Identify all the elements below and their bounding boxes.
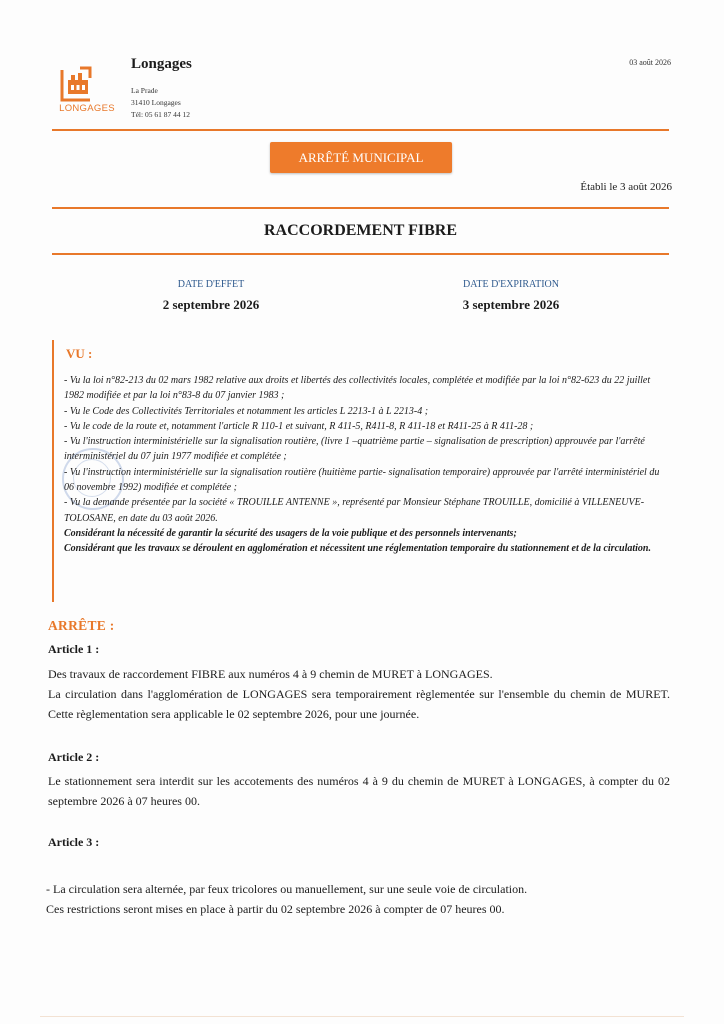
considerant-works: Considérant que les travaux se déroulent en agglomération et nécessitent une réglementation temporaire du stationnement et de la circulation. — [64, 543, 651, 555]
page-bottom-edge — [40, 1016, 684, 1017]
expiry-date-value: 3 septembre 2026 — [462, 297, 560, 312]
header-divider — [52, 129, 669, 131]
established-date: Établi le 3 août 2026 — [580, 181, 672, 193]
article-paragraph: - La circulation sera alternée, par feux tricolores ou manuellement, sur une seule voie de circulation. — [46, 882, 528, 896]
title-divider-bottom — [52, 253, 669, 255]
header-date: 03 août 2026 — [629, 58, 671, 67]
vu-item: - Vu la loi n°82-213 du 02 mars 1982 relative aux droits et libertés des collectivités locales, complétée et modifiée par la loi n°82-623 du 22 juillet 1982 modifiée et par la loi n°83-8 du 07 janvier 1983 ; — [64, 375, 651, 402]
vu-list — [64, 373, 666, 557]
document-title: RACCORDEMENT FIBRE — [263, 222, 458, 239]
article-2-title: Article 2 : — [48, 750, 100, 764]
article-1-body — [48, 664, 670, 724]
considerant-safety: Considérant la nécessité de garantir la sécurité des usagers de la voie publique et des personnels intervenants; — [64, 527, 517, 539]
article-paragraph: Le stationnement sera interdit sur les accotements des numéros 4 à 9 du chemin de MURET à LONGAGES, à compter du 02 septembre 2026 à 07 heures 00. — [48, 774, 670, 808]
address-line-1: La Prade — [131, 86, 158, 95]
vu-item: - Vu le Code des Collectivités Territoriales et notamment les articles L 2213-1 à L 2213-4 ; — [64, 405, 429, 417]
effect-date-label: DATE D'EFFET — [177, 279, 245, 290]
document-type-badge: ARRÊTÉ MUNICIPAL — [270, 142, 452, 173]
expiry-date-label: DATE D'EXPIRATION — [463, 279, 559, 290]
vu-item: - Vu l'instruction interministérielle sur la signalisation routière, (livre 1 –quatrième partie – signalisation de prescription) approuvée par l'arrêté interministériel du 07 juin 1977 modifiée et complétée ; — [64, 436, 645, 463]
article-2-body — [48, 771, 670, 811]
vu-heading: VU : — [66, 346, 93, 361]
article-3-title: Article 3 : — [48, 835, 100, 849]
town-hall-icon — [56, 66, 116, 106]
arrete-heading: ARRÊTE : — [48, 618, 115, 633]
logo-text: LONGAGES — [59, 103, 115, 114]
title-divider-top — [52, 207, 669, 209]
article-paragraph: La circulation dans l'agglomération de LONGAGES sera temporairement règlementée sur l'ensemble du chemin de MURET. Cette règlementation sera applicable le 02 septembre 2026, pour une journée. — [48, 687, 670, 721]
vu-item: - Vu le code de la route et, notamment l'article R 110-1 et suivant, R 411-5, R411-8, R 411-18 et R411-25 à R 411-28 ; — [64, 420, 534, 432]
article-1-title: Article 1 : — [48, 642, 100, 656]
vu-item: - Vu l'instruction interministérielle sur la signalisation routière (huitième partie- signalisation temporaire) approuvée par l'arrêté interministériel du 06 novembre 1992) modifiée et complétée ; — [64, 466, 660, 494]
vu-item: - Vu la demande présentée par la société « TROUILLE ANTENNE », représenté par Monsieur Stéphane TROUILLE, domicilié à VILLENEUVE-TOLOSANE, en date du 03 août 2026. — [64, 497, 645, 524]
article-paragraph: Ces restrictions seront mises en place à partir du 02 septembre 2026 à compter de 07 heures 00. — [46, 902, 505, 916]
address-line-2: 31410 Longages — [131, 98, 181, 107]
effect-date-value: 2 septembre 2026 — [162, 297, 260, 312]
phone-number: Tél: 05 61 87 44 12 — [131, 110, 190, 119]
article-3-body — [46, 879, 668, 919]
organization-name: Longages — [131, 56, 192, 72]
article-paragraph: Des travaux de raccordement FIBRE aux numéros 4 à 9 chemin de MURET à LONGAGES. — [48, 667, 493, 681]
